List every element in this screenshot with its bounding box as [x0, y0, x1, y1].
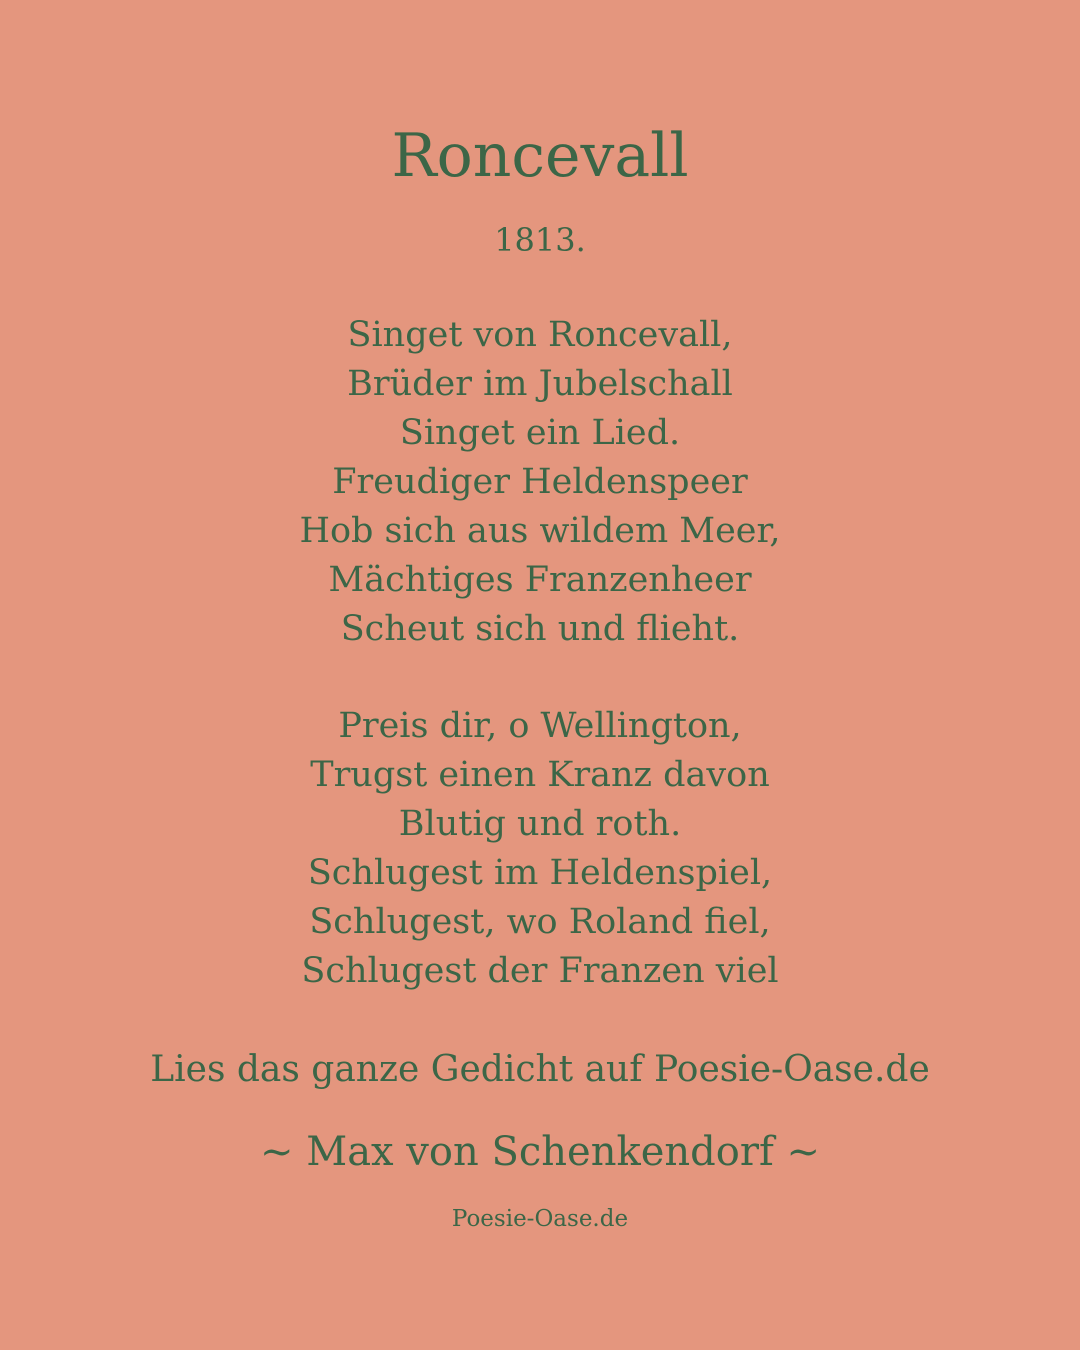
- author-name: ~ Max von Schenkendorf ~: [260, 1129, 820, 1175]
- poem-line: Schlugest der Franzen viel: [301, 951, 779, 991]
- poem-line: Freudiger Heldenspeer: [332, 462, 748, 502]
- stanza-2: [0, 702, 1080, 996]
- poem-line: Brüder im Jubelschall: [347, 364, 733, 404]
- poem-year: 1813.: [494, 221, 586, 259]
- poem-line: Schlugest im Heldenspiel,: [307, 853, 773, 893]
- poem-line: Trugst einen Kranz davon: [310, 755, 770, 795]
- poem-line: Singet von Roncevall,: [347, 315, 733, 355]
- stanza-1: [0, 311, 1080, 654]
- site-watermark: Poesie-Oase.de: [451, 1206, 629, 1232]
- poem-line: Scheut sich und flieht.: [340, 609, 740, 649]
- read-full-poem-text: Lies das ganze Gedicht auf Poesie-Oase.de: [150, 1049, 930, 1090]
- poem-line: Preis dir, o Wellington,: [338, 706, 742, 746]
- poem-line: Mächtiges Franzenheer: [328, 560, 752, 600]
- poem-line: Singet ein Lied.: [399, 413, 681, 453]
- poem-line: Blutig und roth.: [398, 804, 682, 844]
- poem-line: Schlugest, wo Roland fiel,: [309, 902, 771, 942]
- poem-title: Roncevall: [391, 121, 689, 191]
- poem-line: Hob sich aus wildem Meer,: [299, 511, 781, 551]
